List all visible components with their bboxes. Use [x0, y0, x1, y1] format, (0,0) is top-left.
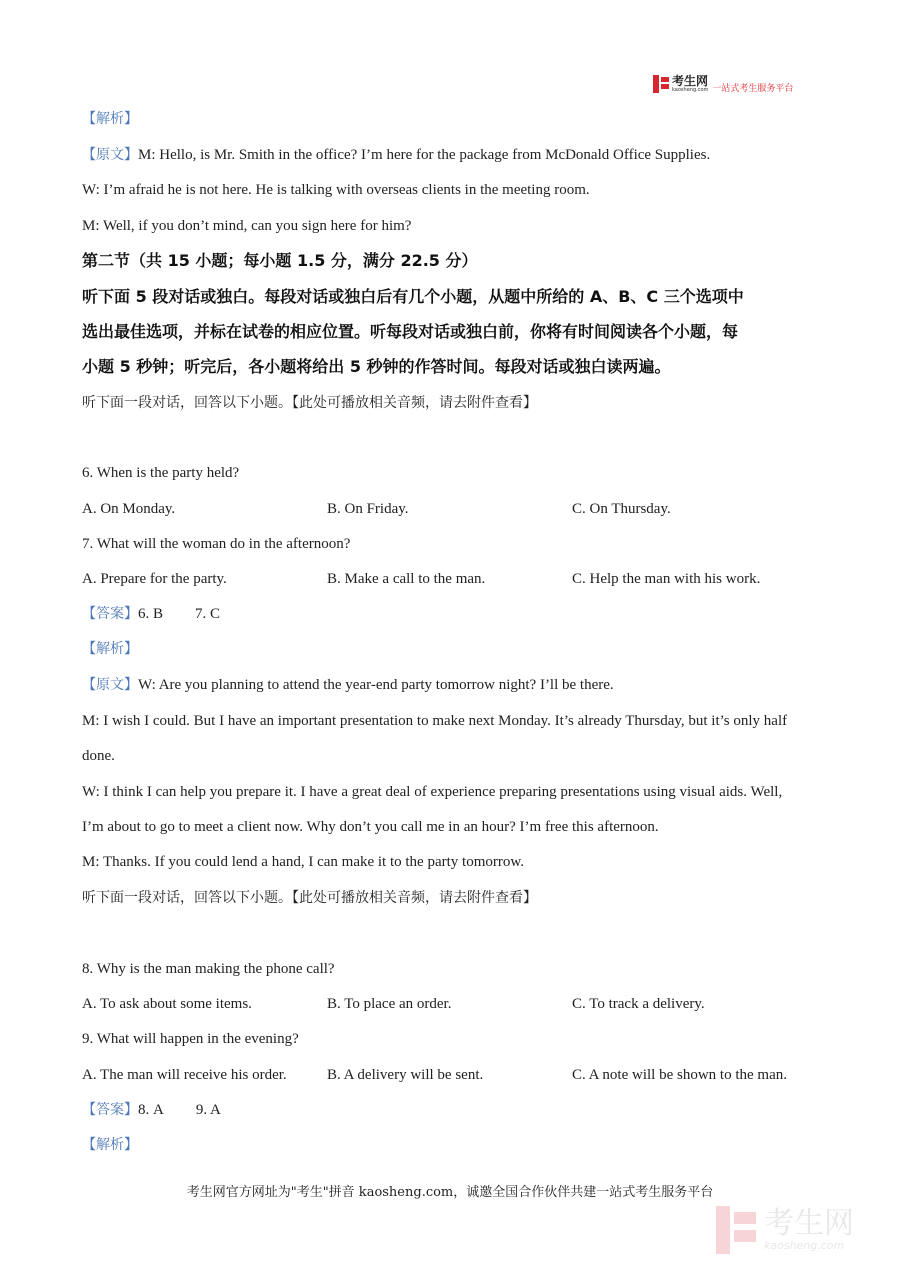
footer-text: 考生网官方网址为"考生"拼音 kaosheng.com，诚邀全国合作伙伴共建一站式考生服务平台: [186, 1185, 714, 1200]
transcript-tag: 【原文】: [82, 677, 138, 693]
transcript-line: M: Thanks. If you could lend a hand, I can make it to the party tomorrow.: [82, 854, 524, 870]
transcript-text: W: Are you planning to attend the year-end party tomorrow night? I’ll be there.: [138, 677, 614, 693]
q8-option-b: B. To place an order.: [327, 996, 452, 1012]
analysis-tag: 【解析】: [82, 641, 138, 657]
transcript-line: [82, 675, 614, 695]
transcript-line: [82, 145, 710, 165]
transcript-line: M: Well, if you don’t mind, can you sign here for him?: [82, 218, 412, 234]
q8-option-c: C. To track a delivery.: [572, 996, 705, 1012]
question-8: 8. Why is the man making the phone call?: [82, 961, 335, 977]
answer-9: 9. A: [195, 1102, 221, 1118]
q6-option-b: B. On Friday.: [327, 501, 409, 517]
watermark-icon: [716, 1206, 756, 1254]
section-instructions: 小题 5 秒钟；听完后，各小题将给出 5 秒钟的作答时间。每段对话或独白读两遍。: [82, 357, 671, 376]
answer-tag: 【答案】: [82, 606, 138, 622]
logo-icon: [653, 75, 669, 93]
logo-slogan: 一站式考生服务平台: [712, 83, 794, 94]
answer-7: 7. C: [195, 606, 221, 622]
analysis-tag: 【解析】: [82, 111, 138, 127]
answer-line: [82, 604, 220, 624]
question-7: 7. What will the woman do in the afternoon?: [82, 536, 351, 552]
section-title: 第二节（共 15 小题；每小题 1.5 分，满分 22.5 分）: [82, 251, 478, 270]
transcript-line: done.: [82, 748, 115, 764]
section-instructions: 选出最佳选项，并标在试卷的相应位置。听每段对话或独白前，你将有时间阅读各个小题，每: [82, 322, 739, 341]
answer-tag: 【答案】: [82, 1102, 138, 1118]
q9-option-a: A. The man will receive his order.: [82, 1067, 287, 1083]
section-instructions: 听下面 5 段对话或独白。每段对话或独白后有几个小题，从题中所给的 A、B、C 三个选项中: [82, 287, 744, 306]
answer-8: 8. A: [138, 1102, 164, 1118]
watermark-logo: [716, 1206, 854, 1254]
logo-name: 考生网: [672, 74, 709, 88]
watermark-domain: kaosheng.com: [764, 1238, 845, 1252]
header-logo: [653, 74, 793, 94]
watermark-name: 考生网: [764, 1205, 854, 1241]
question-9: 9. What will happen in the evening?: [82, 1031, 299, 1047]
answer-6: 6. B: [138, 606, 164, 622]
transcript-line: I’m about to go to meet a client now. Why don’t you call me in an hour? I’m free this afternoon.: [82, 819, 659, 835]
q6-option-c: C. On Thursday.: [572, 501, 671, 517]
q9-option-c: C. A note will be shown to the man.: [572, 1067, 787, 1083]
listen-note: 听下面一段对话，回答以下小题。【此处可播放相关音频，请去附件查看】: [82, 395, 537, 411]
q8-option-a: A. To ask about some items.: [82, 996, 252, 1012]
transcript-line: W: I’m afraid he is not here. He is talking with overseas clients in the meeting room.: [82, 182, 590, 198]
q7-option-c: C. Help the man with his work.: [572, 571, 761, 587]
transcript-line: W: I think I can help you prepare it. I have a great deal of experience preparing presentations using visual aids. Well,: [82, 784, 783, 800]
q7-option-a: A. Prepare for the party.: [82, 571, 227, 587]
logo-domain: kaosheng.com: [672, 87, 709, 93]
question-6: 6. When is the party held?: [82, 465, 240, 481]
transcript-line: M: I wish I could. But I have an important presentation to make next Monday. It’s already Thursday, but it’s only half: [82, 713, 788, 729]
q9-option-b: B. A delivery will be sent.: [327, 1067, 484, 1083]
transcript-text: M: Hello, is Mr. Smith in the office? I’m here for the package from McDonald Office Supplies.: [138, 147, 711, 163]
q7-option-b: B. Make a call to the man.: [327, 571, 486, 587]
answer-line: [82, 1100, 221, 1120]
analysis-tag: 【解析】: [82, 1137, 138, 1153]
transcript-tag: 【原文】: [82, 147, 138, 163]
q6-option-a: A. On Monday.: [82, 501, 176, 517]
listen-note: 听下面一段对话，回答以下小题。【此处可播放相关音频，请去附件查看】: [82, 890, 537, 906]
